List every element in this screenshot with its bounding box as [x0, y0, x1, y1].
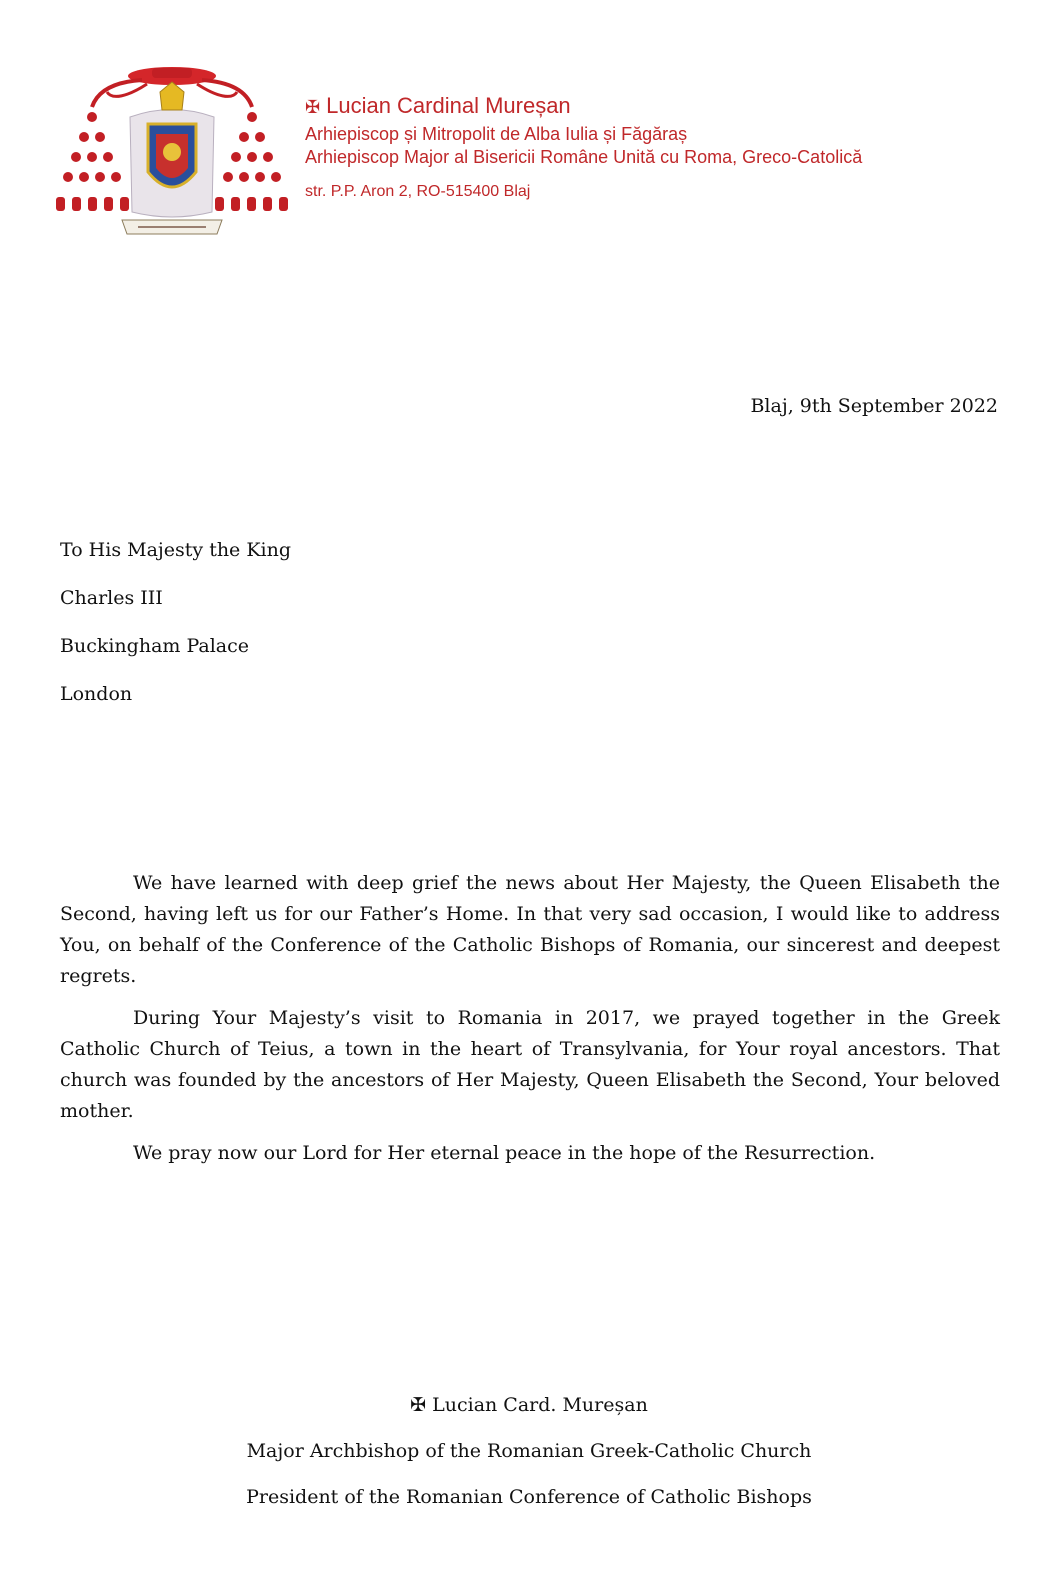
coat-of-arms-icon: [52, 62, 292, 240]
recipient-address: [60, 536, 291, 728]
signature-title-1: Major Archbishop of the Romanian Greek-Catholic Church: [246, 1440, 812, 1462]
sender-name: [305, 90, 862, 123]
body-paragraph: During Your Majesty’s visit to Romania in 2017, we prayed together in the Greek Catholic Church of Teius, a town in the heart of Transylvania, for Your royal ancestors. That church was founded by the ancestors of Her Majesty, Queen Elisabeth the Second, Your beloved mother.: [60, 1007, 1000, 1122]
letter-date: Blaj, 9th September 2022: [750, 395, 998, 417]
recipient-line: Charles III: [60, 587, 163, 609]
sender-title-1: Arhiepiscop și Mitropolit de Alba Iulia și Făgăraș: [305, 124, 688, 144]
signature-name: ✠ Lucian Card. Mureșan: [410, 1394, 648, 1416]
signature-title-2: President of the Romanian Conference of Catholic Bishops: [246, 1486, 812, 1508]
letterhead: [0, 0, 1038, 250]
recipient-line: Buckingham Palace: [60, 635, 249, 657]
letterhead-text: [305, 90, 862, 201]
recipient-line: To His Majesty the King: [60, 539, 292, 561]
sender-address: str. P.P. Aron 2, RO-515400 Blaj: [305, 183, 531, 200]
sender-name-text: Lucian Cardinal Mureșan: [326, 93, 571, 118]
recipient-line: London: [60, 683, 133, 705]
letter-body: [60, 868, 1000, 1180]
signature-block: [0, 1390, 1038, 1528]
cross-icon: ✠: [305, 97, 321, 117]
body-paragraph: We have learned with deep grief the news about Her Majesty, the Queen Elisabeth the Second, having left us for our Father’s Home. In that very sad occasion, I would like to address You, on behalf of the Conference of the Catholic Bishops of Romania, our sincerest and deepest regrets.: [60, 872, 1000, 987]
sender-title-2: Arhiepiscop Major al Bisericii Române Unită cu Roma, Greco-Catolică: [305, 147, 863, 167]
body-paragraph: We pray now our Lord for Her eternal peace in the hope of the Resurrection.: [133, 1142, 876, 1164]
